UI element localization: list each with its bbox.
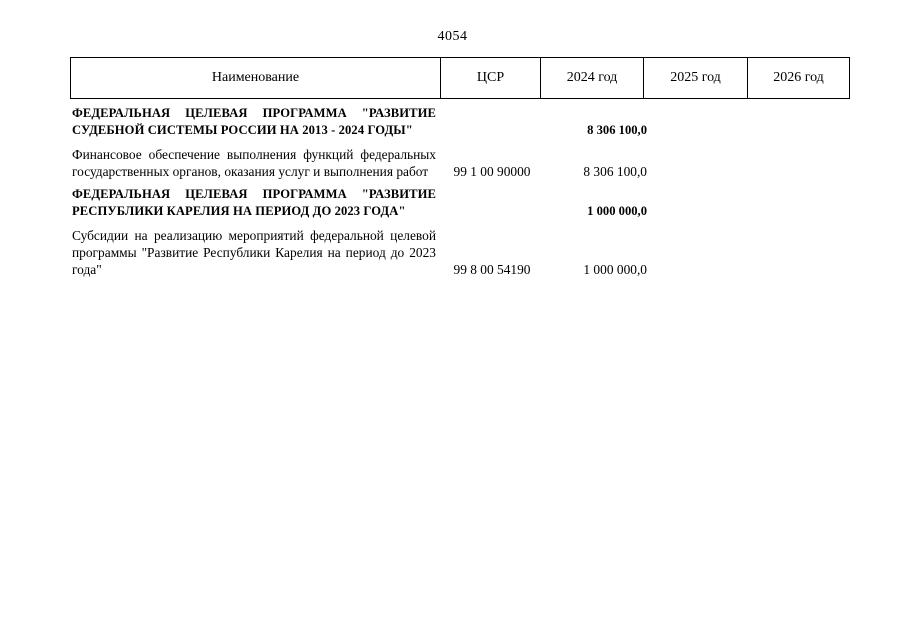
table-row [72, 227, 852, 279]
row-item-name: Финансовое обеспечение выполнения функций федеральных государственных органов, оказания услуг и выполнения работ [72, 146, 436, 179]
table-row [72, 146, 852, 181]
row-amount-2024: 1 000 000,0 [587, 204, 647, 219]
row-item-name: Субсидии на реализацию мероприятий федеральной целевой программы "Развитие Республики Карелия на период до 2023 года" [72, 227, 436, 278]
table-row [72, 105, 852, 140]
row-csr: 99 8 00 54190 [453, 262, 531, 278]
header-csr: ЦСР [441, 58, 541, 98]
header-name: Наименование [71, 58, 441, 98]
row-csr: 99 1 00 90000 [453, 163, 531, 179]
row-amount-2024: 8 306 100,0 [587, 123, 647, 138]
table-row [72, 186, 852, 221]
header-year-2025: 2025 год [644, 58, 748, 98]
header-year-2024: 2024 год [541, 58, 644, 98]
row-amount-2024: 1 000 000,0 [583, 262, 647, 278]
table-header [70, 57, 850, 99]
header-year-2026: 2026 год [773, 70, 824, 85]
row-program-name: ФЕДЕРАЛЬНАЯ ЦЕЛЕВАЯ ПРОГРАММА "РАЗВИТИЕ СУДЕБНОЙ СИСТЕМЫ РОССИИ НА 2013 - 2024 ГОДЫ" [72, 106, 436, 138]
row-amount-2024: 8 306 100,0 [583, 163, 647, 179]
table-body [72, 105, 852, 285]
page-number: 4054 [437, 29, 468, 44]
row-program-name: ФЕДЕРАЛЬНАЯ ЦЕЛЕВАЯ ПРОГРАММА "РАЗВИТИЕ РЕСПУБЛИКИ КАРЕЛИЯ НА ПЕРИОД ДО 2023 ГОДА" [72, 187, 436, 219]
